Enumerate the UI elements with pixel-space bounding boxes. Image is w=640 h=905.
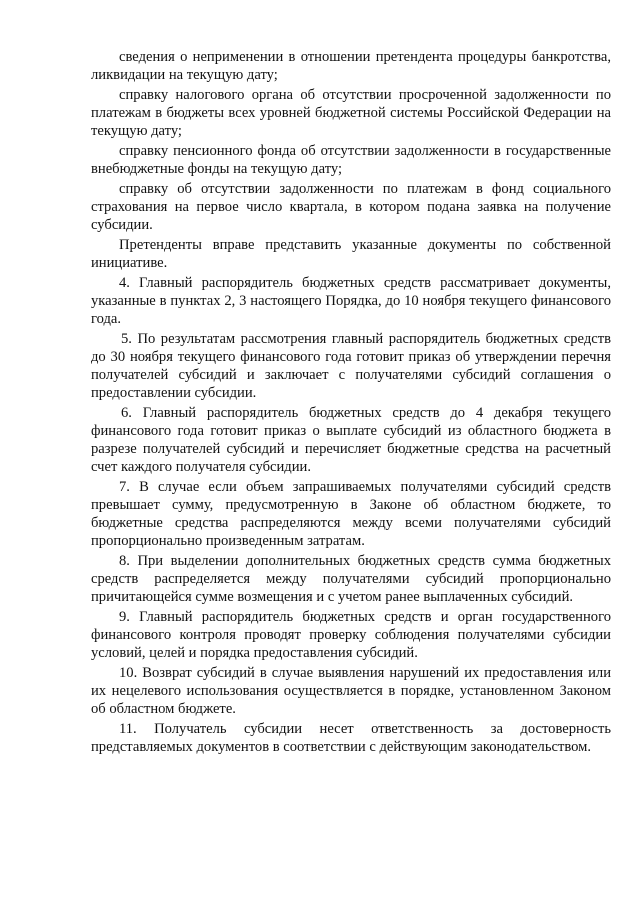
paragraph-bankruptcy-info: сведения о неприменении в отношении претендента процедуры банкротства, ликвидации на текущую дату; (91, 49, 611, 83)
paragraph-item-9: 9. Главный распорядитель бюджетных средств и орган государственного финансового контроля проводят проверку соблюдения получателями субсидии условий, целей и порядка предоставления субсидий. (91, 609, 611, 661)
paragraph-pension-certificate: справку пенсионного фонда об отсутствии задолженности в государственные внебюджетные фонды на текущую дату; (91, 143, 611, 177)
paragraph-item-8: 8. При выделении дополнительных бюджетных средств сумма бюджетных средств распределяется между получателями субсидий пропорционально причитающейся сумме возмещения и с учетом ранее выплаченных субсидий. (91, 553, 611, 605)
paragraph-item-10: 10. Возврат субсидий в случае выявления нарушений их предоставления или их нецелевого использования осуществляется в порядке, установленном Законом об областном бюджете. (91, 665, 611, 717)
paragraph-item-4: 4. Главный распорядитель бюджетных средств рассматривает документы, указанные в пунктах 2, 3 настоящего Порядка, до 10 ноября текущего финансового года. (91, 275, 611, 327)
paragraph-item-5: 5. По результатам рассмотрения главный распорядитель бюджетных средств до 30 ноября текущего финансового года готовит приказ об утверждении перечня получателей субсидий и заключает с получателями субсидий соглашения о предоставлении субсидии. (91, 331, 611, 401)
document-page (91, 48, 611, 758)
paragraph-social-insurance-certificate: справку об отсутствии задолженности по платежам в фонд социального страхования на первое число квартала, в котором подана заявка на получение субсидии. (91, 181, 611, 233)
paragraph-item-6: 6. Главный распорядитель бюджетных средств до 4 декабря текущего финансового года готовит приказ о выплате субсидий из областного бюджета в разрезе получателей субсидий и перечисляет бюджетные средства на расчетный счет каждого получателя субсидии. (91, 405, 611, 475)
paragraph-own-initiative: Претенденты вправе представить указанные документы по собственной инициативе. (91, 237, 611, 271)
paragraph-tax-certificate: справку налогового органа об отсутствии просроченной задолженности по платежам в бюджеты всех уровней бюджетной системы Российской Федерации на текущую дату; (91, 87, 611, 139)
paragraph-item-11: 11. Получатель субсидии несет ответственность за достоверность представляемых документов в соответствии с действующим законодательством. (91, 721, 611, 755)
paragraph-item-7: 7. В случае если объем запрашиваемых получателями субсидий средств превышает сумму, предусмотренную в Законе об областном бюджете, то бюджетные средства распределяются между всеми получателями субсидий пропорционально произведенным затратам. (91, 479, 611, 549)
